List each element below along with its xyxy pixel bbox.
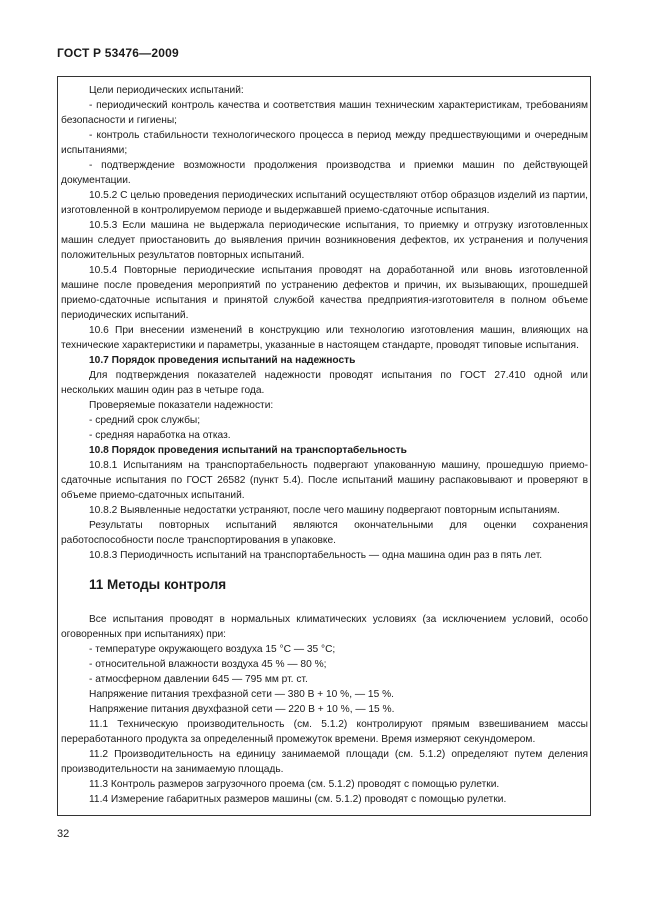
list-item: - средний срок службы; [89,415,201,426]
paragraph: 10.8.1 Испытаниям на транспортабельность подвергают упакованную машину, прошедшую приемо-сдаточные испытания по ГОСТ 26582 (пункт 5.4). После испытаний машину распаковывают и проверяют в объеме приемо-сдаточных испытаний. [61,460,588,501]
paragraph: - подтверждение возможности продолжения производства и приемки машин по действующей документации. [61,160,588,186]
paragraph: 10.6 При внесении изменений в конструкцию или технологию изготовления машин, влияющих на технические характеристики и параметры, указанные в настоящем стандарте, проводят типовые испытания. [61,325,588,351]
paragraph: Для подтверждения показателей надежности проводят испытания по ГОСТ 27.410 одной или нескольких машин один раз в четыре года. [61,370,588,396]
page-number: 32 [57,828,70,840]
paragraph: - контроль стабильности технологического процесса в период между предшествующими и очередным испытаниями; [61,130,588,156]
paragraph: 11.1 Техническую производительность (см. 5.1.2) контролируют прямым взвешиванием массы переработанного продукта за определенный промежуток времени. Время измеряют секундомером. [61,719,588,745]
paragraph: 10.5.4 Повторные периодические испытания проводят на доработанной или вновь изготовленной машине после проведения мероприятий по устранению дефектов и причин, их вызывающих, прошедшей приемо-сдаточные испытания и принятой службой качества предприятия-изготовителя в полном объеме периодических испытаний. [61,265,588,321]
paragraph: Проверяемые показатели надежности: [89,400,274,411]
paragraph: - периодический контроль качества и соответствия машин техническим характеристикам, требованиям безопасности и гигиены; [61,100,588,126]
subsection-heading: 10.7 Порядок проведения испытаний на надежность [89,355,356,366]
main-content [61,83,588,807]
paragraph: 11.4 Измерение габаритных размеров машины (см. 5.1.2) проводят с помощью рулетки. [89,794,507,805]
paragraph: Напряжение питания трехфазной сети — 380 В + 10 %, — 15 %. [89,689,394,700]
list-item: - относительной влажности воздуха 45 % — 80 %; [89,659,327,670]
subsection-heading: 10.8 Порядок проведения испытаний на транспортабельность [89,445,407,456]
paragraph: 10.5.2 С целью проведения периодических испытаний осуществляют отбор образцов изделий из партии, изготовленной в контролируемом периоде и выдержавшей приемо-сдаточные испытания. [61,190,588,216]
paragraph: 10.8.2 Выявленные недостатки устраняют, после чего машину подвергают повторным испытаниям. [89,505,560,516]
list-item: - атмосферном давлении 645 — 795 мм рт. ст. [89,674,308,685]
paragraph: 11.2 Производительность на единицу занимаемой площади (см. 5.1.2) определяют путем деления производительности на занимаемую площадь. [61,749,588,775]
list-item: - температуре окружающего воздуха 15 °С — 35 °С; [89,644,336,655]
paragraph: Результаты повторных испытаний являются окончательными для оценки сохранения работоспособности после транспортирования в упаковке. [61,520,588,546]
list-item: - средняя наработка на отказ. [89,430,231,441]
paragraph: Цели периодических испытаний: [89,85,244,96]
paragraph: Все испытания проводят в нормальных климатических условиях (за исключением условий, особо оговоренных при испытаниях) при: [61,614,588,640]
paragraph: 10.5.3 Если машина не выдержала периодические испытания, то приемку и отгрузку изготовленных машин следует приостановить до выявления причин возникновения дефектов, их устранения и получения положительных результатов повторных испытаний. [61,220,588,261]
paragraph: 11.3 Контроль размеров загрузочного проема (см. 5.1.2) проводят с помощью рулетки. [89,779,500,790]
section-title: 11 Методы контроля [89,577,227,592]
paragraph: Напряжение питания двухфазной сети — 220 В + 10 %, — 15 %. [89,704,395,715]
document-header: ГОСТ Р 53476—2009 [57,46,179,60]
paragraph: 10.8.3 Периодичность испытаний на транспортабельность — одна машина один раз в пять лет. [89,550,543,561]
